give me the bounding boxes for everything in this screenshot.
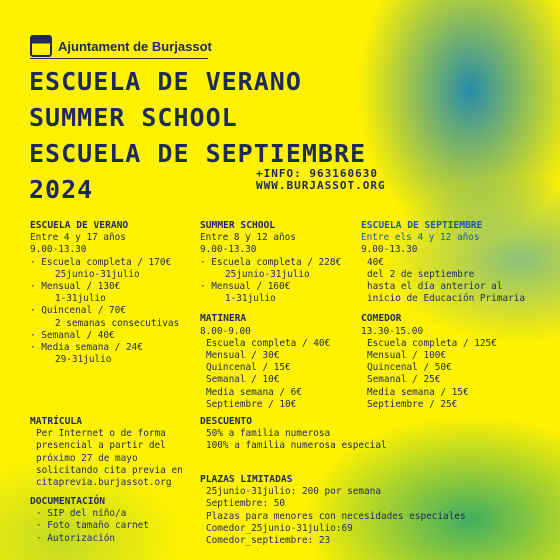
list-item: solicitando cita previa en: [36, 464, 183, 476]
list-item: 50% a familia numerosa: [206, 428, 331, 440]
list-item: Septiembre: 50: [206, 498, 286, 510]
escuela-septiembre-section: [361, 220, 525, 411]
list-item: Escuela completa / 125€: [367, 337, 497, 349]
escuela-septiembre-hours: 9.00-13.30: [361, 244, 418, 256]
logo-name: Ajuntament de Burjassot: [58, 38, 212, 54]
list-item: · Semanal / 40€: [30, 329, 115, 341]
list-item: Comedor_septiembre: 23: [206, 535, 331, 547]
list-item: 25junio-31julio: [225, 268, 310, 280]
matinera-heading: MATINERA: [200, 313, 247, 325]
plazas-section: [200, 474, 466, 547]
list-item: · Media semana / 24€: [30, 342, 143, 354]
list-item: 1-31julio: [55, 293, 106, 305]
list-item: Semanal / 10€: [206, 374, 280, 386]
list-item: · Mensual / 160€: [200, 281, 291, 293]
descuento-section: [200, 416, 387, 453]
crest-icon: [30, 35, 52, 57]
summer-school-heading: SUMMER SCHOOL: [200, 220, 276, 231]
list-item: 2 semanas consecutivas: [55, 317, 180, 329]
title-line-2: SUMMER SCHOOL: [29, 103, 238, 132]
descuento-heading: DESCUENTO: [200, 416, 252, 427]
list-item: 29-31julio: [55, 354, 112, 366]
plazas-heading: PLAZAS LIMITADAS: [200, 474, 293, 485]
list-item: Escuela completa / 40€: [206, 337, 331, 349]
info-web: WWW.BURJASSOT.ORG: [256, 179, 386, 192]
list-item: Per Internet o de forma: [36, 428, 166, 440]
list-item: · Mensual / 130€: [30, 281, 121, 293]
list-item: · Escuela completa / 170€: [30, 256, 172, 268]
list-item: Mensual / 30€: [206, 350, 280, 362]
list-item: · Quincenal / 70€: [30, 305, 126, 317]
list-item: Quincenal / 50€: [367, 362, 452, 374]
matricula-section: [30, 416, 183, 489]
list-item: Media semana / 6€: [206, 386, 302, 398]
list-item: · Foto tamaño carnet: [36, 520, 149, 532]
list-item: presencial a partir del: [36, 440, 166, 452]
contact-info: [256, 168, 386, 192]
title-line-3: ESCUELA DE SEPTIEMBRE: [29, 139, 367, 168]
matricula-heading: MATRÍCULA: [30, 416, 82, 427]
logo-underline: [30, 58, 208, 59]
list-item: próximo 27 de mayo: [36, 452, 138, 464]
escuela-septiembre-ages: Entre els 4 y 12 años: [361, 232, 480, 244]
logo: [30, 35, 212, 57]
info-phone: +INFO: 963160630: [256, 167, 378, 180]
escuela-verano-section: [30, 220, 179, 366]
list-item: del 2 de septiembre: [367, 268, 475, 280]
list-item: inicio de Educación Primaria: [367, 293, 526, 305]
list-item: hasta el día anterior al: [367, 281, 503, 293]
list-item: Comedor_25junio-31julio:69: [206, 522, 353, 534]
list-item: Septiembre / 25€: [367, 398, 458, 410]
list-item: · SIP del niño/a: [36, 508, 127, 520]
list-item: citaprevia.burjassot.org: [36, 477, 172, 489]
title-line-1: ESCUELA DE VERANO: [29, 67, 302, 96]
list-item: 1-31julio: [225, 293, 276, 305]
list-item: 100% a familia numerosa especial: [206, 440, 387, 452]
list-item: 40€: [367, 256, 384, 268]
comedor-hours: 13.30-15.00: [361, 325, 424, 337]
list-item: · Escuela completa / 228€: [200, 256, 342, 268]
escuela-verano-ages: Entre 4 y 17 años: [30, 232, 126, 244]
matinera-hours: 8.00-9.00: [200, 325, 251, 337]
summer-school-hours: 9.00-13.30: [200, 244, 257, 256]
list-item: Septiembre / 10€: [206, 398, 297, 410]
summer-school-ages: Entre 8 y 12 años: [200, 232, 296, 244]
list-item: Quincenal / 15€: [206, 362, 291, 374]
documentacion-section: [30, 496, 149, 545]
comedor-heading: COMEDOR: [361, 313, 402, 325]
escuela-septiembre-heading: ESCUELA DE SEPTIEMBRE: [361, 220, 483, 231]
escuela-verano-heading: ESCUELA DE VERANO: [30, 220, 129, 231]
title-line-4: 2024: [29, 175, 94, 204]
documentacion-heading: DOCUMENTACIÓN: [30, 496, 106, 507]
list-item: 25junio-31julio: 200 por semana: [206, 486, 381, 498]
list-item: Plazas para menores con necesidades especiales: [206, 510, 466, 522]
list-item: 25junio-31julio: [55, 268, 140, 280]
list-item: · Autorización: [36, 532, 116, 544]
list-item: Media semana / 15€: [367, 386, 469, 398]
list-item: Mensual / 100€: [367, 350, 447, 362]
summer-school-section: [200, 220, 341, 411]
list-item: Semanal / 25€: [367, 374, 441, 386]
escuela-verano-hours: 9.00-13.30: [30, 244, 87, 256]
